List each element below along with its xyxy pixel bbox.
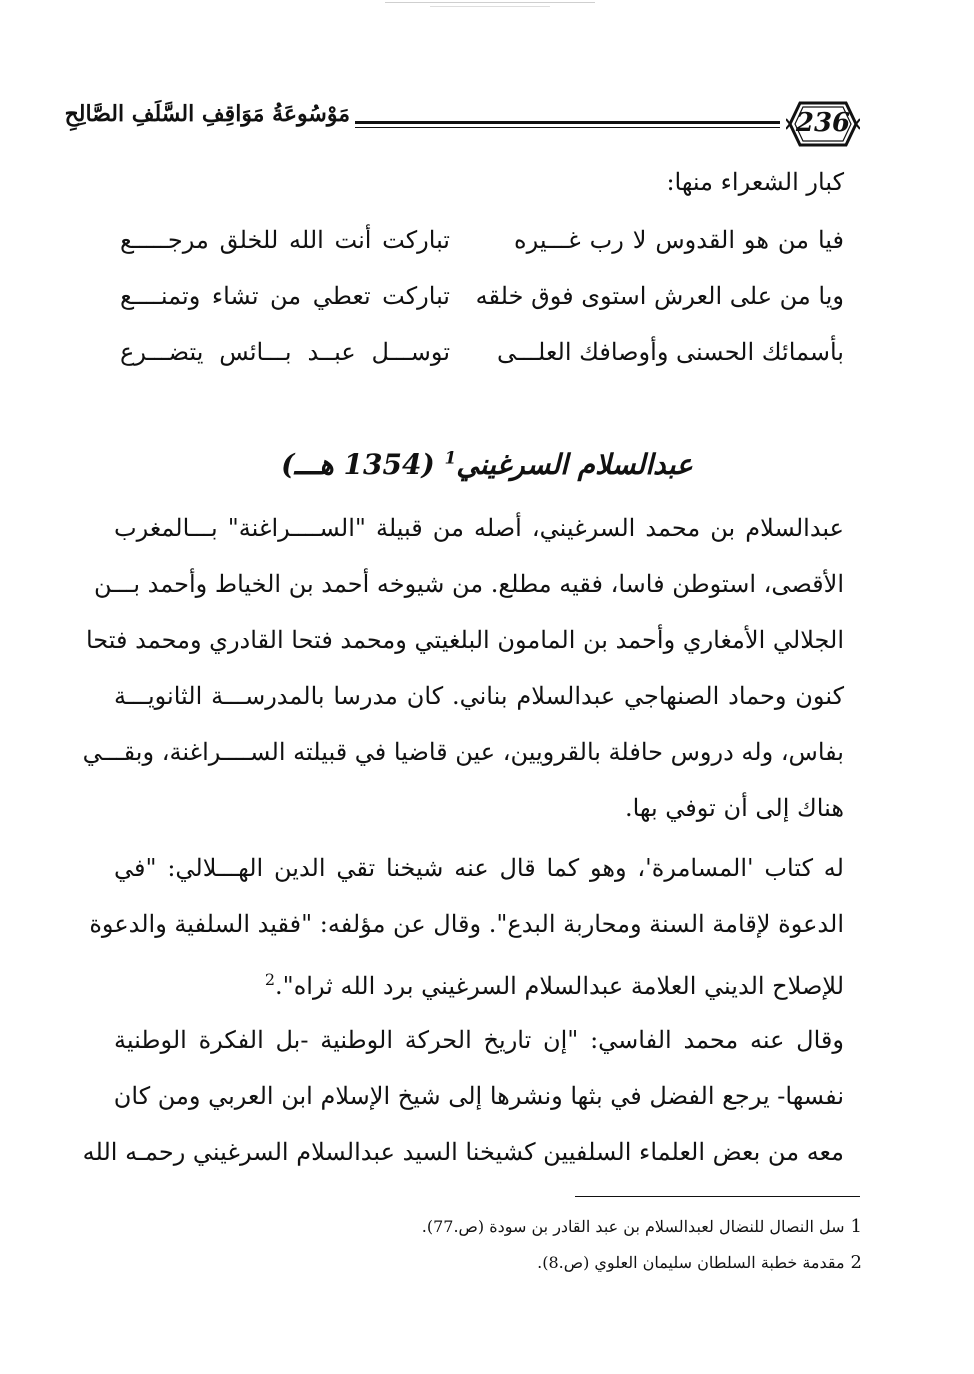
intro-line: كبار الشعراء منها: <box>666 168 844 196</box>
paragraph-line: كنون وحماد الصنهاجي عبدالسلام بناني. كان مدرسا بالمدرســـة الثانويـــة <box>114 682 844 710</box>
paragraph-line: نفسها- يرجع الفضل في بثها ونشرها إلى شيخ الإسلام ابن العربي ومن كان <box>113 1082 844 1110</box>
paragraph-line: هناك إلى أن توفي بها. <box>624 794 844 822</box>
page-header <box>64 95 880 155</box>
footnote <box>162 1250 862 1276</box>
header-rule-thin <box>355 127 780 128</box>
poem-hemistich-right: فيا من هو القدوس لا رب غـــيره <box>514 226 844 254</box>
paragraph-line: بفاس، وله دروس حافلة بالقرويين، عين قاضيا في قبيلته الســــراغنة، وبقـــي <box>82 738 844 766</box>
footnote-ref: 2 <box>264 970 276 989</box>
section-heading <box>0 448 974 481</box>
paragraph-line: عبدالسلام بن محمد السرغيني، أصله من قبيلة "الســــراغنة" بـــالمغرب <box>114 514 844 542</box>
footnote-text: سل النصال للنضال لعبدالسلام بن عبد القادر بن سودة (ص.77). <box>421 1217 845 1236</box>
heading-date: (1354 هـــ) <box>281 448 435 481</box>
poem-hemistich-right: ويا من على العرش استوى فوق خلقه <box>475 282 844 310</box>
page-number: 236 <box>795 108 851 138</box>
paragraph-line: له كتاب 'المسامرة'، وهو كما قال عنه شيخنا تقي الدين الهـــلالي: "في <box>114 854 844 882</box>
heading-name: عبدالسلام السرغيني <box>456 448 693 481</box>
footnote-number: 2 <box>850 1252 862 1273</box>
footnote-text: مقدمة خطبة السلطان سليمان العلوي (ص.8). <box>537 1253 845 1272</box>
poem-hemistich-left: تباركت أنت الله للخلق مرجـــــع <box>120 226 450 254</box>
footnote-separator <box>575 1196 860 1197</box>
scan-artifact-line <box>385 2 595 3</box>
poem-hemistich-left: توســـل عبــد بـــائس يتضـــرع <box>120 338 450 366</box>
footnote-number: 1 <box>850 1216 862 1237</box>
poem-hemistich-left: تباركت تعطي من تشاء وتمنــــع <box>120 282 450 310</box>
page-number-badge <box>786 99 860 149</box>
paragraph-line: وقال عنه محمد الفاسي: "إن تاريخ الحركة الوطنية -بل الفكرة الوطنية <box>114 1026 844 1054</box>
footnote-ref: 1 <box>444 448 457 469</box>
paragraph-line: الأقصى، استوطن فاسا، فقيه مطلع. من شيوخه أحمد بن الخياط وأحمد بـــن <box>94 570 844 598</box>
paragraph-line: الجلالي الأمغاري وأحمد بن المامون البلغيتي ومحمد فتحا القادري ومحمد فتحا <box>85 626 844 654</box>
footnote <box>162 1214 862 1240</box>
paragraph-text: للإصلاح الديني العلامة عبدالسلام السرغيني برد الله ثراه". <box>275 972 844 1000</box>
header-rule <box>355 121 780 124</box>
paragraph-line: الدعوة لإقامة السنة ومحاربة البدع". وقال عن مؤلفه: "فقيد السلفية والدعوة <box>89 910 844 938</box>
series-title: مَوْسُوعَةُ مَوَاقِفِ السَّلَفِ الصَّالِحِ <box>64 101 350 127</box>
scan-artifact-line <box>430 6 550 7</box>
paragraph-line: معه من بعض العلماء السلفيين كشيخنا السيد عبدالسلام السرغيني رحمـه الله <box>82 1138 844 1166</box>
paragraph-line <box>114 960 844 1006</box>
poem-hemistich-right: بأسمائك الحسنى وأوصافك العلـــى <box>496 338 844 366</box>
